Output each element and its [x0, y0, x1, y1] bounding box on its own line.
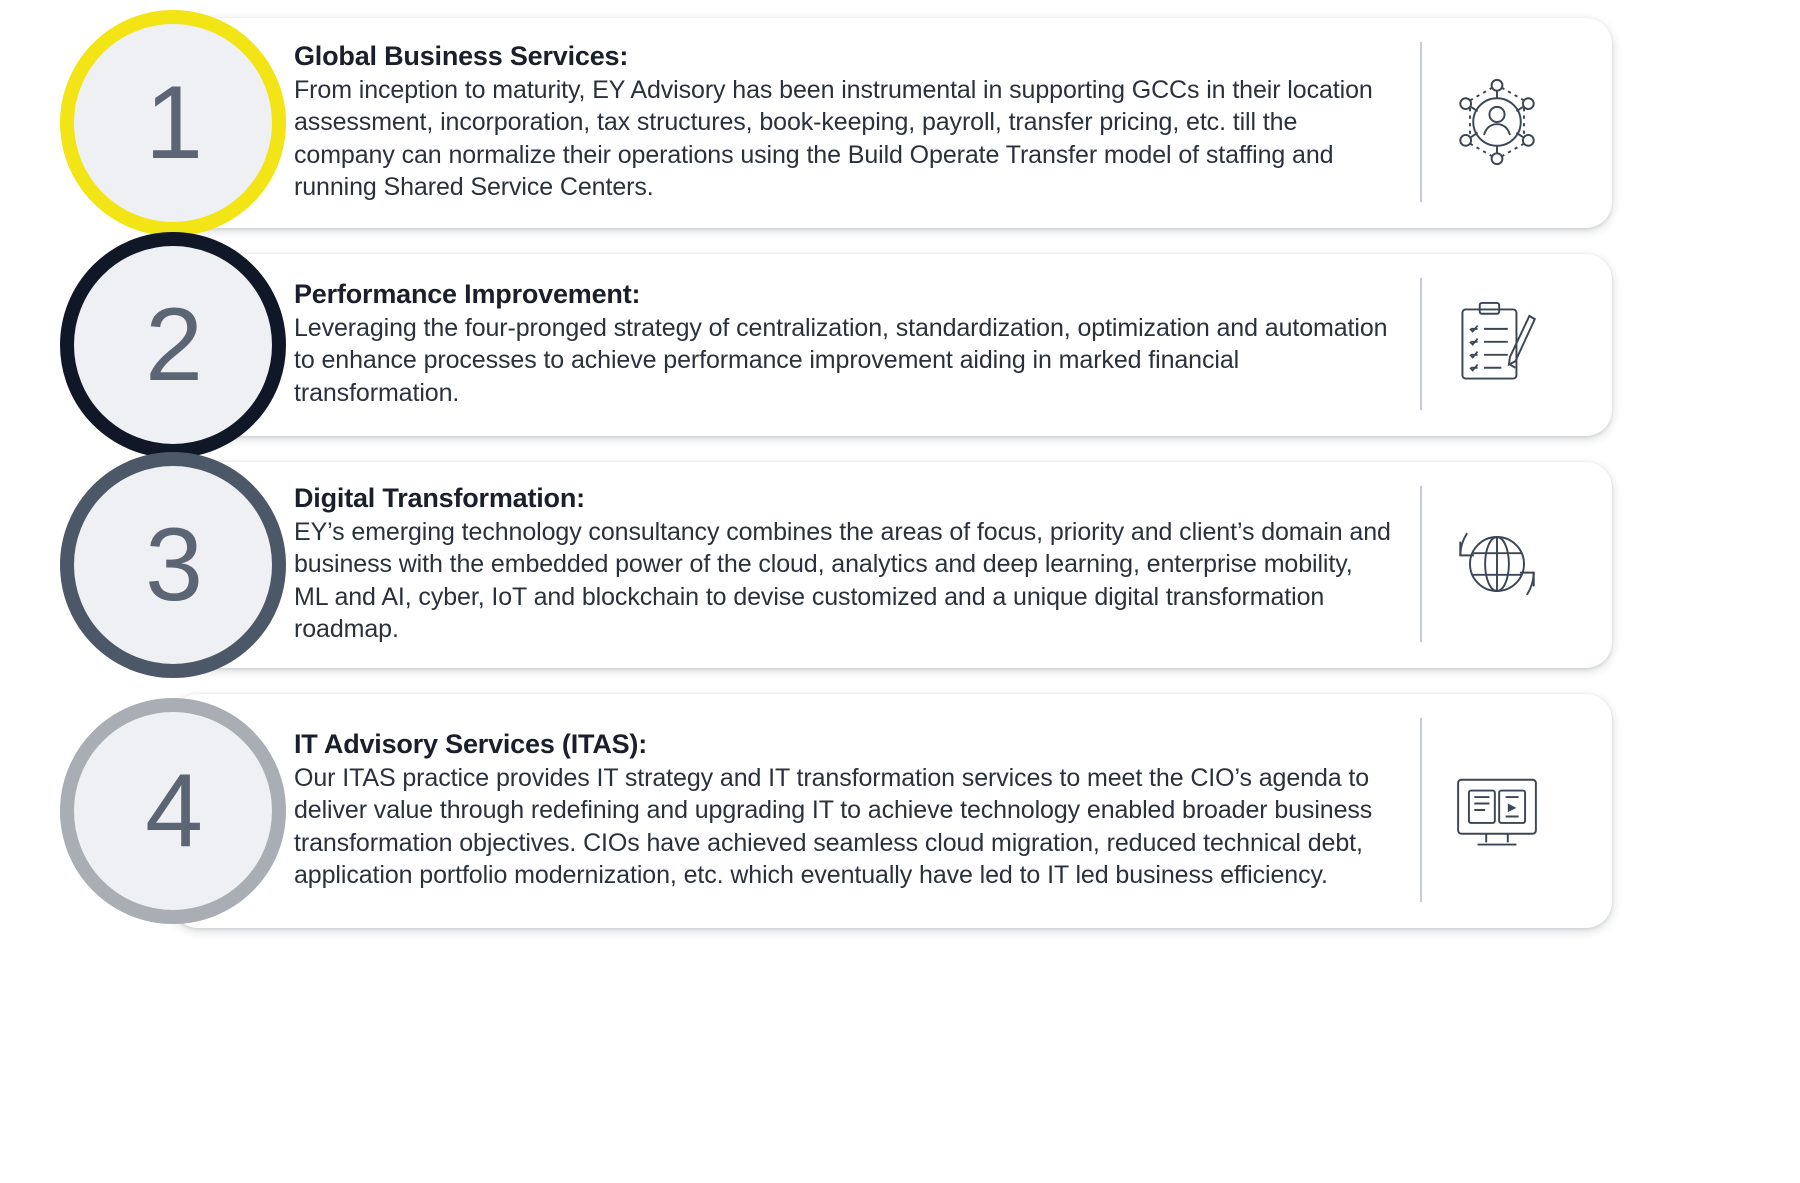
step-badge: [60, 452, 286, 678]
user-network-icon: [1422, 68, 1572, 176]
list-item: [0, 254, 1800, 436]
checklist-clipboard-icon: [1422, 290, 1572, 398]
list-item: [0, 694, 1800, 928]
globe-refresh-icon: [1422, 510, 1572, 618]
step-badge: [60, 698, 286, 924]
step-card: [172, 462, 1612, 668]
step-description: Our ITAS practice provides IT strategy and IT transformation services to meet the CIO’s agenda to deliver value through redefining and upgrading IT to achieve technology enabled broader business transformation objectives. CIOs have achieved seamless cloud migration, reduced technical debt, application portfolio modernization, etc. which eventually have led to IT led business efficiency.: [294, 764, 1373, 889]
list-item: [0, 462, 1800, 668]
step-title: Global Business Services:: [294, 41, 629, 71]
step-badge: [60, 232, 286, 458]
step-number: 3: [145, 507, 201, 623]
step-number: 2: [145, 287, 201, 403]
step-badge: [60, 10, 286, 236]
step-card: [172, 18, 1612, 228]
step-content: [294, 279, 1420, 409]
list-item: [0, 18, 1800, 228]
desktop-media-icon: [1422, 756, 1572, 864]
step-content: [294, 483, 1420, 645]
step-card: [172, 254, 1612, 436]
step-content: [294, 729, 1420, 891]
step-description: From inception to maturity, EY Advisory has been instrumental in supporting GCCs in their location assessment, incorporation, tax structures, book-keeping, payroll, transfer pricing, etc. till the company can normalize their operations using the Build Operate Transfer model of staffing and running Shared Service Centers.: [294, 76, 1373, 201]
step-number: 1: [145, 65, 201, 181]
step-number: 4: [145, 753, 201, 869]
step-description: EY’s emerging technology consultancy combines the areas of focus, priority and client’s domain and business with the embedded power of the cloud, analytics and deep learning, enterprise mobility, ML and AI, cyber, IoT and blockchain to devise customized and a unique digital transformation roadmap.: [294, 518, 1391, 643]
step-title: Performance Improvement:: [294, 279, 641, 310]
step-content: [294, 41, 1420, 203]
step-title: Digital Transformation:: [294, 483, 585, 513]
step-card: [172, 694, 1612, 928]
step-description: Leveraging the four-pronged strategy of centralization, standardization, optimization and automation to enhance processes to achieve performance improvement aiding in marked financial transformation.: [294, 314, 1388, 407]
step-title: IT Advisory Services (ITAS):: [294, 729, 648, 759]
